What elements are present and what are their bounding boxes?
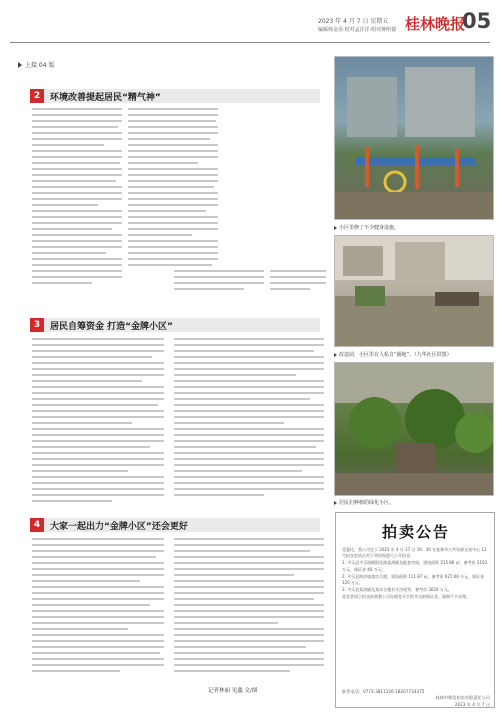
section-number: 3 bbox=[30, 318, 44, 332]
section-title: 环境改善提起居民“精气神” bbox=[50, 92, 161, 103]
auction-paragraph: 意竞者请于拍卖前到我公司办理竞买手续并交纳保证金，逾期不予办理。 bbox=[342, 593, 470, 599]
reporter-byline: 记者林丽 见鑫 文/图 bbox=[208, 688, 258, 694]
auction-paragraph: 3. 平乐县某商铺及某综合楼有关房屋等，参考价 3020 万元。 bbox=[342, 586, 452, 592]
continued-from bbox=[18, 60, 54, 69]
newspaper-logo: 桂林晚报 bbox=[405, 15, 466, 33]
section-title: 居民自筹资金 打造“金牌小区” bbox=[50, 321, 173, 332]
page-header bbox=[0, 0, 500, 56]
auction-footer bbox=[342, 689, 490, 708]
auction-contact: 联系电话：0773-3811126 18207733375 bbox=[342, 689, 425, 694]
photo-illustration bbox=[335, 363, 493, 495]
section-heading-2 bbox=[30, 89, 320, 103]
auction-company: 桂林市鼎信拍卖有限责任公司 bbox=[435, 695, 490, 701]
section-number: 2 bbox=[30, 89, 44, 103]
photo-illustration bbox=[335, 57, 493, 219]
continued-from-label: 上接 04 版 bbox=[25, 62, 55, 69]
photo-2-caption bbox=[334, 351, 452, 358]
auction-paragraph: 受委托，我公司定于 2023 年 4 月 27 日 10：30 在桂林市公共资源交易中心 12 号拍卖室依法对下列房屋进行公开拍卖： bbox=[342, 547, 487, 559]
header-divider bbox=[10, 42, 490, 43]
before-renovation-photo bbox=[334, 235, 494, 347]
photo-1-caption bbox=[334, 224, 399, 231]
section-number: 4 bbox=[30, 518, 44, 532]
issue-date: 2023 年 4 月 7 日 星期五 bbox=[318, 18, 389, 25]
auction-title: 拍卖公告 bbox=[381, 523, 450, 541]
auction-paragraph: 1. 平乐县平乐镇朝阳北路某商铺及配套房屋，建筑面积 215.86 ㎡，参考价 2103 万元，保证金 40 万元； bbox=[342, 560, 488, 572]
photo-illustration bbox=[335, 236, 493, 346]
section-title: 大家一起出力“金牌小区”还会更好 bbox=[50, 521, 188, 532]
greenery-photo bbox=[334, 362, 494, 496]
triangle-marker-icon bbox=[18, 62, 22, 68]
page-number: 05 bbox=[462, 9, 492, 33]
photo-3-caption bbox=[334, 499, 394, 506]
caption-text: 居民们种植的绿化小区。 bbox=[339, 500, 395, 506]
caption-marker-icon bbox=[334, 353, 337, 357]
section-heading-3 bbox=[30, 318, 320, 332]
auction-body bbox=[342, 547, 490, 601]
caption-marker-icon bbox=[334, 501, 337, 505]
caption-marker-icon bbox=[334, 226, 337, 230]
caption-text: 改造前，小区里有人私自“圈地”。（九华社区供图） bbox=[339, 352, 452, 358]
section-heading-4 bbox=[30, 518, 320, 532]
editor-line: 编辑韩金龙·校对孟洋洋·组对蒋明郁 bbox=[318, 27, 397, 33]
auction-notice bbox=[335, 512, 495, 708]
auction-date: 2023 年 4 月 7 日 bbox=[454, 701, 490, 707]
caption-text: 小区里修了不少健身设施。 bbox=[339, 225, 400, 231]
auction-paragraph: 2. 平乐县海洋镇某综合楼，建筑面积 111.87 ㎡，参考价 627.06 万元，保证金 120 万元； bbox=[342, 573, 485, 586]
fitness-equipment-photo bbox=[334, 56, 494, 220]
